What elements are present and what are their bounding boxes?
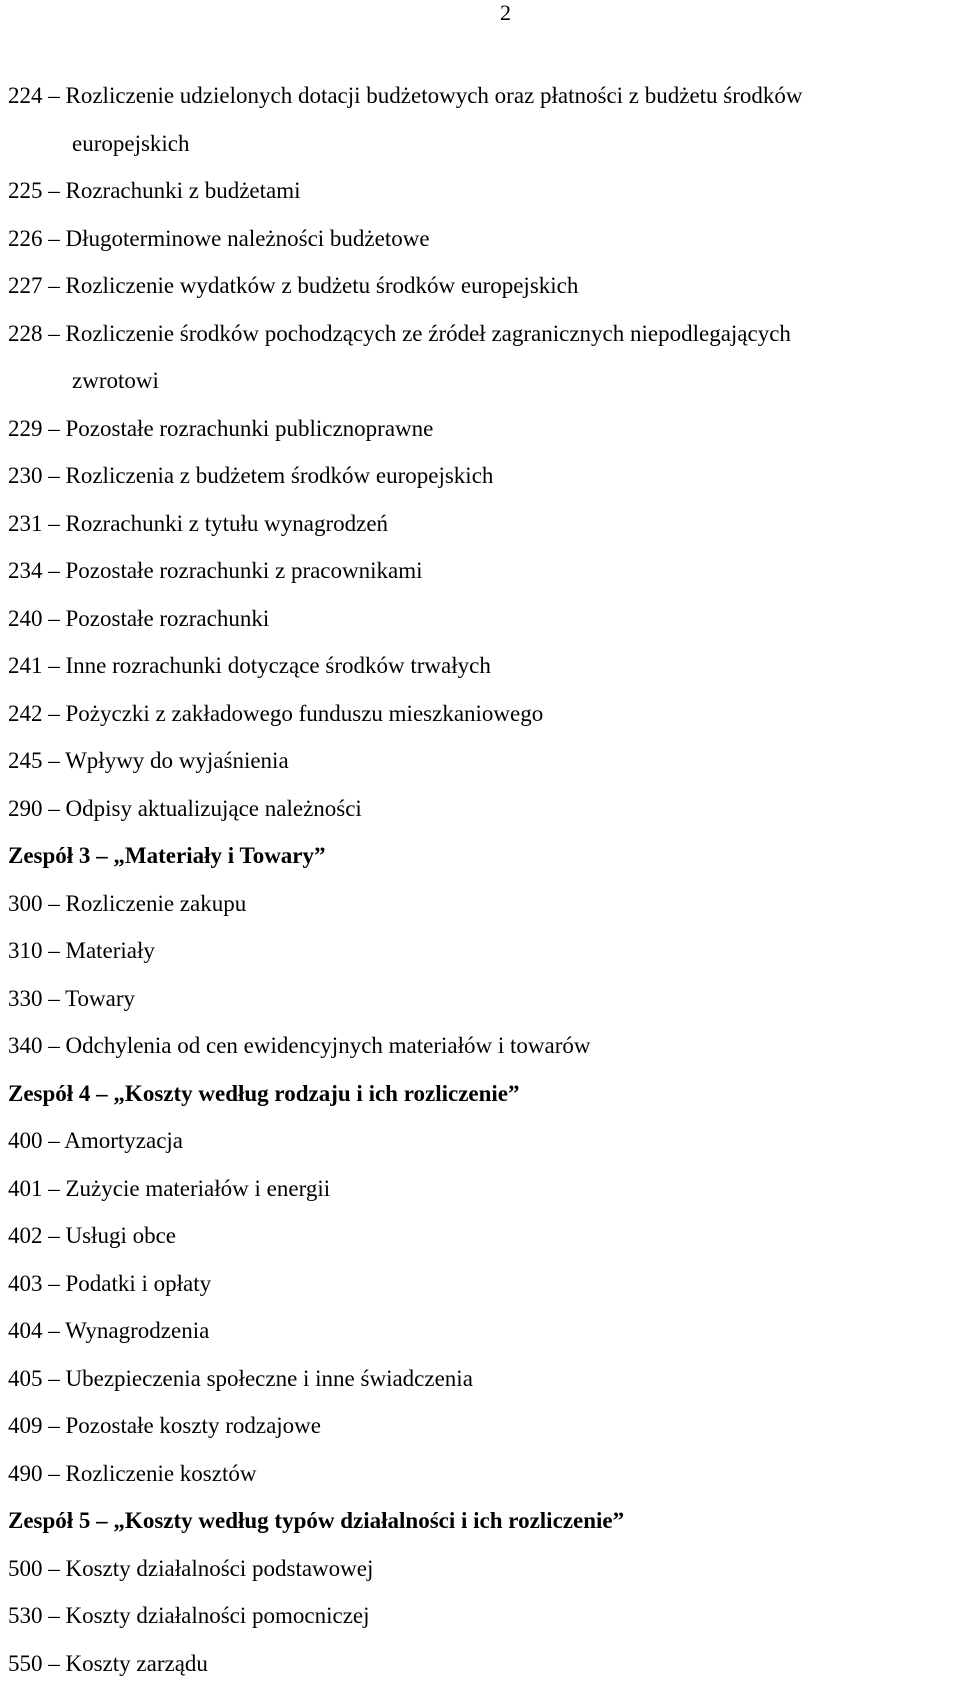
account-code: 242 (8, 701, 43, 726)
section-heading: Zespół 3 – „Materiały i Towary” (8, 832, 950, 880)
account-entry (8, 1165, 950, 1213)
account-name: Odchylenia od cen ewidencyjnych materiałów i towarów (66, 1033, 591, 1058)
account-entry (8, 1307, 950, 1355)
separator-dash: – (43, 1128, 65, 1153)
separator-dash: – (43, 748, 66, 773)
separator-dash: – (43, 558, 66, 583)
account-name: Rozrachunki z tytułu wynagrodzeń (66, 511, 389, 536)
account-name: Inne rozrachunki dotyczące środków trwałych (66, 653, 491, 678)
account-code: 490 (8, 1461, 43, 1486)
account-name: Pozostałe rozrachunki z pracownikami (66, 558, 423, 583)
account-name: Wynagrodzenia (65, 1318, 209, 1343)
separator-dash: – (43, 701, 66, 726)
account-name-continuation: zwrotowi (8, 357, 950, 405)
account-entry (8, 975, 950, 1023)
account-entry (8, 785, 950, 833)
account-entry (8, 310, 950, 358)
account-entry (8, 72, 950, 120)
account-name: Rozliczenia z budżetem środków europejskich (66, 463, 494, 488)
separator-dash: – (43, 1651, 66, 1676)
account-code: 401 (8, 1176, 43, 1201)
account-code: 330 (8, 986, 43, 1011)
section-heading: Zespół 5 – „Koszty według typów działalności i ich rozliczenie” (8, 1497, 950, 1545)
account-code: 224 (8, 83, 43, 108)
account-name: Pozostałe rozrachunki publicznoprawne (66, 416, 434, 441)
account-name: Podatki i opłaty (66, 1271, 212, 1296)
separator-dash: – (43, 1461, 66, 1486)
account-entry (8, 262, 950, 310)
account-entry (8, 167, 950, 215)
separator-dash: – (43, 1033, 66, 1058)
separator-dash: – (43, 83, 66, 108)
account-entry (8, 642, 950, 690)
separator-dash: – (43, 416, 66, 441)
account-name: Koszty działalności podstawowej (66, 1556, 374, 1581)
account-code: 234 (8, 558, 43, 583)
account-name: Rozliczenie środków pochodzących ze źródeł zagranicznych niepodlegających (66, 321, 791, 346)
account-code: 403 (8, 1271, 43, 1296)
separator-dash: – (43, 938, 66, 963)
account-name: Pozostałe koszty rodzajowe (66, 1413, 321, 1438)
account-entry (8, 215, 950, 263)
account-name-continuation: europejskich (8, 120, 950, 168)
account-entry (8, 1450, 950, 1498)
separator-dash: – (43, 1223, 66, 1248)
separator-dash: – (43, 1271, 66, 1296)
separator-dash: – (43, 796, 66, 821)
account-entry (8, 737, 950, 785)
account-code: 550 (8, 1651, 43, 1676)
account-name: Rozliczenie kosztów (66, 1461, 257, 1486)
account-code: 400 (8, 1128, 43, 1153)
separator-dash: – (43, 511, 66, 536)
account-entry (8, 405, 950, 453)
account-code: 225 (8, 178, 43, 203)
separator-dash: – (43, 891, 66, 916)
account-code: 226 (8, 226, 43, 251)
account-entry (8, 1592, 950, 1640)
account-code: 245 (8, 748, 43, 773)
account-name: Wpływy do wyjaśnienia (65, 748, 289, 773)
account-code: 240 (8, 606, 43, 631)
separator-dash: – (43, 321, 66, 346)
account-name: Towary (65, 986, 135, 1011)
account-code: 530 (8, 1603, 43, 1628)
account-entry (8, 690, 950, 738)
account-code: 500 (8, 1556, 43, 1581)
separator-dash: – (43, 1413, 66, 1438)
account-name: Rozliczenie udzielonych dotacji budżetowych oraz płatności z budżetu środków (66, 83, 803, 108)
account-name: Pozostałe rozrachunki (66, 606, 270, 631)
separator-dash: – (43, 463, 66, 488)
account-code: 404 (8, 1318, 43, 1343)
account-entry (8, 500, 950, 548)
account-name: Zużycie materiałów i energii (66, 1176, 331, 1201)
account-entry (8, 452, 950, 500)
account-name: Rozrachunki z budżetami (66, 178, 301, 203)
account-name: Pożyczki z zakładowego funduszu mieszkaniowego (66, 701, 544, 726)
account-name: Koszty działalności pomocniczej (66, 1603, 370, 1628)
account-name: Odpisy aktualizujące należności (66, 796, 362, 821)
account-entry (8, 1117, 950, 1165)
account-code: 229 (8, 416, 43, 441)
separator-dash: – (43, 1176, 66, 1201)
account-code: 402 (8, 1223, 43, 1248)
account-name: Koszty zarządu (66, 1651, 208, 1676)
account-entry (8, 547, 950, 595)
account-entry (8, 927, 950, 975)
separator-dash: – (43, 653, 66, 678)
account-entry (8, 1022, 950, 1070)
account-code: 231 (8, 511, 43, 536)
separator-dash: – (43, 606, 66, 631)
account-entry (8, 1402, 950, 1450)
account-list (8, 72, 950, 1687)
account-name: Usługi obce (66, 1223, 177, 1248)
separator-dash: – (43, 1556, 66, 1581)
account-entry (8, 595, 950, 643)
separator-dash: – (43, 1318, 66, 1343)
account-code: 230 (8, 463, 43, 488)
account-entry (8, 1355, 950, 1403)
account-name: Długoterminowe należności budżetowe (66, 226, 430, 251)
separator-dash: – (43, 1366, 66, 1391)
account-code: 409 (8, 1413, 43, 1438)
account-code: 241 (8, 653, 43, 678)
account-name: Rozliczenie zakupu (66, 891, 247, 916)
account-code: 290 (8, 796, 43, 821)
separator-dash: – (43, 226, 66, 251)
account-entry (8, 1640, 950, 1687)
separator-dash: – (43, 986, 66, 1011)
separator-dash: – (43, 178, 66, 203)
account-entry (8, 1545, 950, 1593)
section-heading: Zespół 4 – „Koszty według rodzaju i ich rozliczenie” (8, 1070, 950, 1118)
page-number: 2 (500, 0, 511, 26)
separator-dash: – (43, 1603, 66, 1628)
account-code: 228 (8, 321, 43, 346)
separator-dash: – (43, 273, 66, 298)
account-code: 310 (8, 938, 43, 963)
account-entry (8, 880, 950, 928)
account-code: 300 (8, 891, 43, 916)
account-name: Rozliczenie wydatków z budżetu środków europejskich (66, 273, 579, 298)
account-name: Ubezpieczenia społeczne i inne świadczenia (66, 1366, 473, 1391)
account-name: Amortyzacja (64, 1128, 183, 1153)
account-code: 405 (8, 1366, 43, 1391)
account-name: Materiały (66, 938, 155, 963)
account-entry (8, 1212, 950, 1260)
account-code: 340 (8, 1033, 43, 1058)
account-entry (8, 1260, 950, 1308)
account-code: 227 (8, 273, 43, 298)
